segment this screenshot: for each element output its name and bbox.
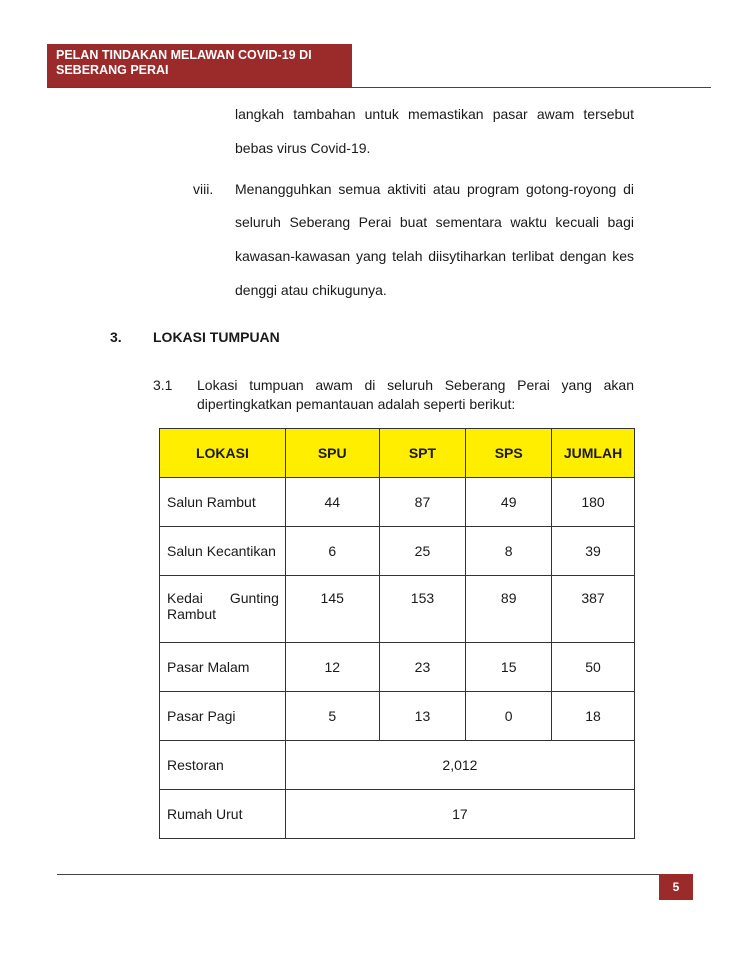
table-row bbox=[160, 643, 635, 692]
cell-spu: 12 bbox=[285, 643, 379, 692]
cell-jumlah: 180 bbox=[552, 478, 635, 527]
cell-lokasi: Rumah Urut bbox=[160, 790, 286, 839]
cell-jumlah: 387 bbox=[552, 576, 635, 643]
cell-jumlah: 39 bbox=[552, 527, 635, 576]
cell-lokasi: Salun Kecantikan bbox=[160, 527, 286, 576]
cell-spu: 44 bbox=[285, 478, 379, 527]
cell-total-merged: 17 bbox=[285, 790, 634, 839]
table-header-row bbox=[160, 429, 635, 478]
cell-lokasi: Restoran bbox=[160, 741, 286, 790]
cell-sps: 49 bbox=[466, 478, 552, 527]
cell-lokasi-line2: Rambut bbox=[167, 606, 217, 622]
cell-lokasi-line1 bbox=[167, 590, 279, 606]
item-viii-line3: kawasan-kawasan yang telah diisytiharkan terlibat dengan kes bbox=[235, 248, 634, 264]
continued-item-line2: bebas virus Covid-19. bbox=[235, 140, 371, 156]
cell-spt: 25 bbox=[379, 527, 466, 576]
cell-spt: 87 bbox=[379, 478, 466, 527]
cell-lokasi bbox=[160, 576, 286, 643]
header-title-line2: SEBERANG PERAI bbox=[56, 63, 169, 77]
cell-sps: 15 bbox=[466, 643, 552, 692]
table-row bbox=[160, 692, 635, 741]
cell-spt: 153 bbox=[379, 576, 466, 643]
item-viii-marker: viii. bbox=[193, 181, 214, 197]
cell-spt: 23 bbox=[379, 643, 466, 692]
cell-lokasi: Pasar Pagi bbox=[160, 692, 286, 741]
column-header-spu: SPU bbox=[285, 429, 379, 478]
cell-spu: 6 bbox=[285, 527, 379, 576]
locations-table bbox=[159, 428, 635, 839]
footer-divider bbox=[57, 874, 693, 875]
cell-total-merged: 2,012 bbox=[285, 741, 634, 790]
subsection-number: 3.1 bbox=[153, 377, 173, 393]
cell-lokasi: Pasar Malam bbox=[160, 643, 286, 692]
column-header-spt: SPT bbox=[379, 429, 466, 478]
item-viii-line4: denggi atau chikugunya. bbox=[235, 282, 387, 298]
column-header-sps: SPS bbox=[466, 429, 552, 478]
document-header-band bbox=[47, 44, 352, 88]
column-header-lokasi: LOKASI bbox=[160, 429, 286, 478]
section-title: LOKASI TUMPUAN bbox=[153, 329, 280, 345]
cell-spu: 145 bbox=[285, 576, 379, 643]
cell-lokasi: Salun Rambut bbox=[160, 478, 286, 527]
table-row bbox=[160, 576, 635, 643]
cell-spt: 13 bbox=[379, 692, 466, 741]
cell-spu: 5 bbox=[285, 692, 379, 741]
cell-sps: 89 bbox=[466, 576, 552, 643]
section-number: 3. bbox=[110, 329, 122, 345]
subsection-line1: Lokasi tumpuan awam di seluruh Seberang Perai yang akan bbox=[197, 377, 634, 393]
table-row bbox=[160, 478, 635, 527]
continued-item-line1: langkah tambahan untuk memastikan pasar awam tersebut bbox=[235, 106, 634, 122]
cell-sps: 8 bbox=[466, 527, 552, 576]
cell-jumlah: 18 bbox=[552, 692, 635, 741]
header-divider bbox=[47, 87, 711, 88]
table-row bbox=[160, 741, 635, 790]
page-number: 5 bbox=[659, 874, 693, 900]
cell-jumlah: 50 bbox=[552, 643, 635, 692]
table-row bbox=[160, 790, 635, 839]
cell-lokasi-word2: Gunting bbox=[229, 590, 279, 606]
subsection-line2: dipertingkatkan pemantauan adalah seperti berikut: bbox=[197, 396, 516, 412]
item-viii-line2: seluruh Seberang Perai buat sementara waktu kecuali bagi bbox=[235, 214, 634, 230]
cell-sps: 0 bbox=[466, 692, 552, 741]
cell-lokasi-word1: Kedai bbox=[167, 590, 203, 606]
item-viii-line1: Menangguhkan semua aktiviti atau program gotong-royong di bbox=[235, 181, 634, 197]
table-row bbox=[160, 527, 635, 576]
header-title-line1: PELAN TINDAKAN MELAWAN COVID-19 DI bbox=[56, 48, 312, 62]
column-header-jumlah: JUMLAH bbox=[552, 429, 635, 478]
